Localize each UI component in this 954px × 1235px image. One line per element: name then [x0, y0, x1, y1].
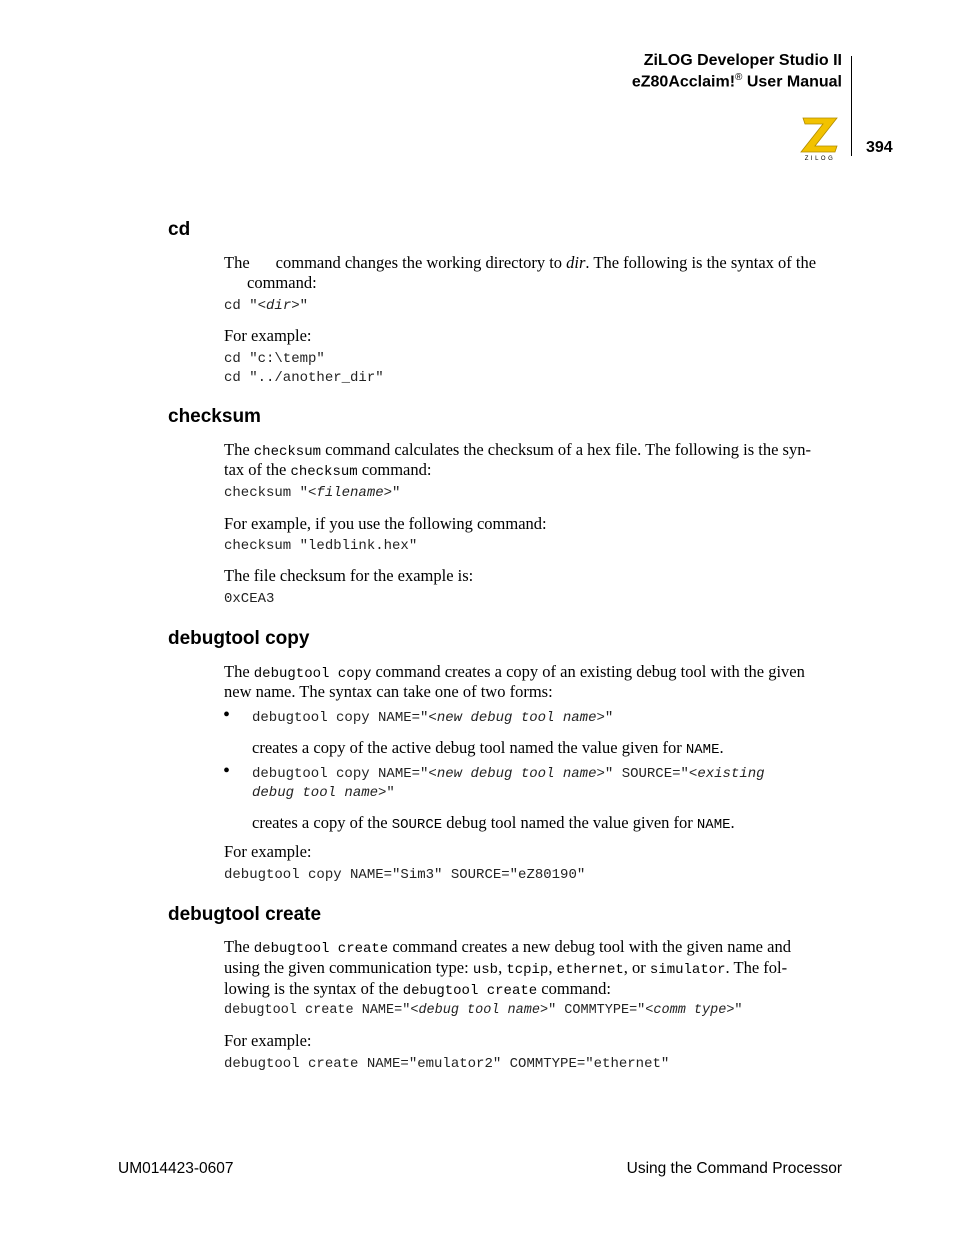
- section-heading-debugtool-create: debugtool create: [168, 904, 322, 925]
- header-divider: [851, 56, 852, 156]
- footer-chapter-title: Using the Command Processor: [626, 1160, 842, 1177]
- section-heading-cd: cd: [168, 219, 191, 240]
- cd-example-label: For example:: [224, 326, 312, 345]
- debugtool-create-example: debugtool create NAME="emulator2" COMMTYPE="ethernet": [224, 1056, 670, 1072]
- checksum-syntax: checksum "<filename>": [224, 485, 401, 501]
- debugtool-create-example-label: For example:: [224, 1031, 312, 1050]
- debugtool-copy-form2-line2: debug tool name>": [252, 785, 395, 801]
- debugtool-copy-form2-desc: creates a copy of the SOURCE debug tool named the value given for NAME.: [252, 813, 735, 833]
- checksum-example-label: For example, if you use the following command:: [224, 514, 547, 533]
- page-number: 394: [866, 139, 893, 156]
- header-product-title: ZiLOG Developer Studio II: [643, 52, 842, 69]
- section-heading-checksum: checksum: [168, 406, 261, 427]
- cd-intro-line2: command:: [247, 273, 317, 292]
- debugtool-copy-form1-desc: creates a copy of the active debug tool named the value given for NAME.: [252, 738, 724, 758]
- checksum-result-label: The file checksum for the example is:: [224, 566, 474, 585]
- debugtool-copy-form1: debugtool copy NAME="<new debug tool name>": [252, 710, 614, 726]
- debugtool-create-intro-line1: The debugtool create command creates a new debug tool with the given name and: [224, 937, 791, 957]
- debugtool-copy-example: debugtool copy NAME="Sim3" SOURCE="eZ80190": [224, 867, 586, 883]
- svg-text:ZILOG: ZILOG: [804, 156, 836, 161]
- cd-example-2: cd "../another_dir": [224, 370, 384, 386]
- debugtool-create-intro-line3: lowing is the syntax of the debugtool create command:: [224, 979, 611, 999]
- debugtool-copy-example-label: For example:: [224, 842, 312, 861]
- bullet-icon: •: [223, 704, 231, 726]
- checksum-example: checksum "ledblink.hex": [224, 538, 418, 554]
- checksum-result: 0xCEA3: [224, 591, 275, 607]
- cd-syntax: cd "<dir>": [224, 298, 309, 314]
- checksum-intro-line1: The checksum command calculates the checksum of a hex file. The following is the syn-: [224, 440, 811, 460]
- debugtool-create-intro-line2: using the given communication type: usb, tcpip, ethernet, or simulator. The fol-: [224, 958, 788, 978]
- debugtool-create-syntax: debugtool create NAME="<debug tool name>" COMMTYPE="<comm type>": [224, 1003, 743, 1018]
- footer-doc-id: UM014423-0607: [118, 1160, 234, 1177]
- header-manual-title: eZ80Acclaim!® User Manual: [631, 72, 842, 91]
- section-heading-debugtool-copy: debugtool copy: [168, 628, 310, 649]
- debugtool-copy-form2-line1: debugtool copy NAME="<new debug tool name>" SOURCE="<existing: [252, 766, 765, 782]
- zilog-logo: [797, 115, 843, 161]
- bullet-icon: •: [223, 760, 231, 782]
- cd-example-1: cd "c:\temp": [224, 351, 325, 367]
- checksum-intro-line2: tax of the checksum command:: [224, 460, 432, 480]
- debugtool-copy-intro-line1: The debugtool copy command creates a copy of an existing debug tool with the given: [224, 662, 805, 682]
- cd-intro-line1: The command changes the working directory to dir. The following is the syntax of the: [224, 253, 817, 272]
- debugtool-copy-intro-line2: new name. The syntax can take one of two forms:: [224, 682, 553, 701]
